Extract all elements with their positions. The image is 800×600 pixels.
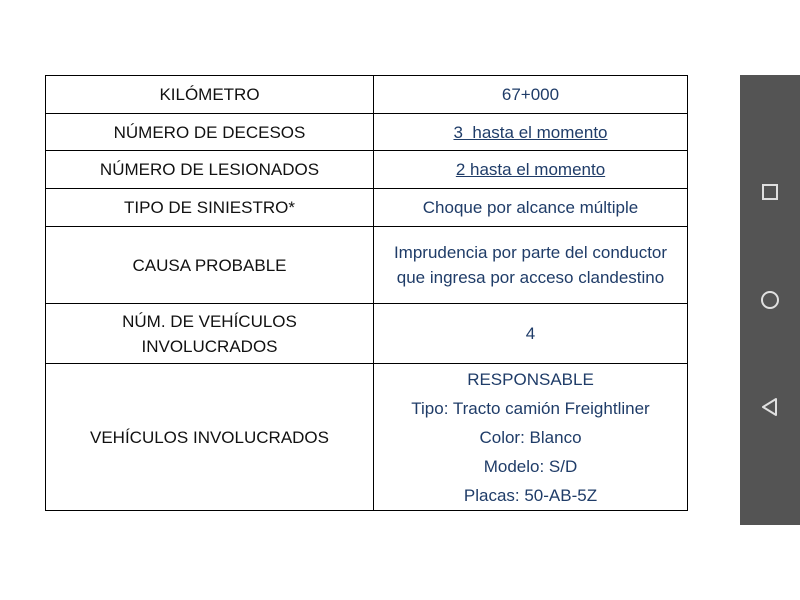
recent-apps-button[interactable] (755, 177, 785, 207)
row-label-kilometro: KILÓMETRO (46, 76, 374, 114)
vehicle-responsable: RESPONSABLE (467, 369, 594, 389)
table-row (46, 151, 688, 189)
android-navigation-bar (740, 75, 800, 525)
vehicle-tipo: Tipo: Tracto camión Freightliner (411, 398, 650, 418)
table-row (46, 114, 688, 151)
table-row (46, 304, 688, 364)
row-label-vehiculos-involucrados: VEHÍCULOS INVOLUCRADOS (46, 364, 374, 511)
row-value-num-vehiculos: 4 (374, 304, 688, 364)
row-label-tipo-siniestro: TIPO DE SINIESTRO* (46, 189, 374, 227)
row-value-kilometro: 67+000 (374, 76, 688, 114)
table-row (46, 364, 688, 511)
square-icon (761, 183, 779, 201)
triangle-back-icon (760, 397, 780, 417)
back-button[interactable] (755, 392, 785, 422)
num-vehiculos-label-line-2: INVOLUCRADOS (141, 336, 278, 356)
lesionados-link[interactable]: 2 hasta el momento (455, 160, 606, 179)
table-row (46, 227, 688, 304)
decesos-link[interactable]: 3 hasta el momento (453, 122, 608, 142)
table-row (46, 189, 688, 227)
row-value-lesionados (374, 151, 688, 189)
row-label-num-vehiculos (46, 304, 374, 364)
row-label-lesionados: NÚMERO DE LESIONADOS (46, 151, 374, 189)
row-value-causa-probable: Imprudencia por parte del conductor que ingresa por acceso clandestino (374, 227, 688, 304)
accident-report-table (45, 75, 688, 511)
row-label-causa-probable: CAUSA PROBABLE (46, 227, 374, 304)
num-vehiculos-label-line-1: NÚM. DE VEHÍCULOS (122, 311, 297, 331)
vehicle-color: Color: Blanco (479, 427, 582, 447)
row-value-tipo-siniestro: Choque por alcance múltiple (374, 189, 688, 227)
home-button[interactable] (755, 285, 785, 315)
row-value-vehiculos-involucrados (374, 364, 688, 511)
vehicle-modelo: Modelo: S/D (483, 456, 578, 476)
circle-icon (759, 289, 781, 311)
row-label-decesos: NÚMERO DE DECESOS (46, 114, 374, 151)
row-value-decesos (374, 114, 688, 151)
vehicle-placas: Placas: 50-AB-5Z (463, 485, 598, 505)
table-row (46, 76, 688, 114)
